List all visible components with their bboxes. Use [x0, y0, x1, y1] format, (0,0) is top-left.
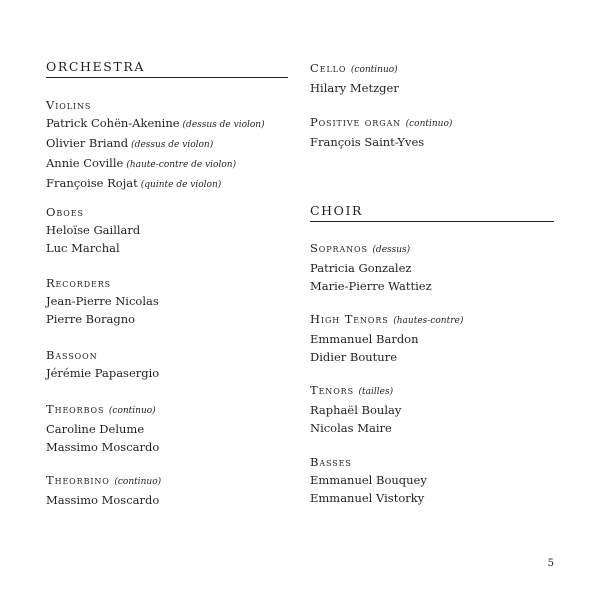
- violins-section: [46, 96, 265, 194]
- member-name: Pierre Boragno: [46, 312, 136, 326]
- section-label: High Tenors (hautes-contre): [310, 312, 464, 326]
- recorders-section: [46, 274, 159, 328]
- section-note: (dessus): [372, 245, 411, 255]
- member-name: Caroline Delume: [46, 422, 145, 436]
- member-name: Marie-Pierre Wattiez: [310, 279, 432, 293]
- basses-section: [310, 453, 427, 507]
- member-note: (haute-contre de violon): [126, 160, 237, 170]
- member-name: Raphaël Boulay: [310, 403, 402, 417]
- member-note: (dessus de violon): [131, 140, 214, 150]
- oboes-section: [46, 203, 140, 257]
- section-label: Sopranos (dessus): [310, 241, 411, 255]
- member-name: Olivier Briand (dessus de violon): [46, 136, 214, 150]
- member-name: Françoise Rojat (quinte de violon): [46, 176, 222, 190]
- member-note: (dessus de violon): [182, 120, 265, 130]
- choir-heading: CHOIR: [310, 203, 364, 218]
- choir-heading-rule: [310, 221, 554, 222]
- section-label: Tenors (tailles): [310, 383, 394, 397]
- section-label: Oboes: [46, 205, 84, 219]
- member-name: Jérémie Papasergio: [46, 366, 160, 380]
- member-name: Emmanuel Bouquey: [310, 473, 427, 487]
- sopranos-section: [310, 239, 432, 295]
- section-label: Violins: [46, 98, 92, 112]
- orchestra-heading-rule: [46, 77, 288, 78]
- member-name: Annie Coville (haute-contre de violon): [46, 156, 237, 170]
- cello-section: [310, 59, 399, 97]
- section-label: Basses: [310, 455, 352, 469]
- member-name: Jean-Pierre Nicolas: [46, 294, 159, 308]
- section-label: Cello (continuo): [310, 61, 398, 75]
- member-name: Patrick Cohën-Akenine (dessus de violon): [46, 116, 265, 130]
- member-name: François Saint-Yves: [310, 135, 425, 149]
- member-name: Heloïse Gaillard: [46, 223, 141, 237]
- tenors-section: [310, 381, 401, 437]
- member-note: (quinte de violon): [140, 180, 222, 190]
- orchestra-heading: ORCHESTRA: [46, 59, 145, 74]
- section-label: Theorbino (continuo): [46, 473, 162, 487]
- bassoon-section: [46, 346, 159, 382]
- section-label: Positive organ (continuo): [310, 115, 453, 129]
- section-label: Theorbos (continuo): [46, 402, 156, 416]
- theorbos-section: [46, 400, 159, 456]
- member-name: Didier Bouture: [310, 350, 398, 364]
- member-name: Hilary Metzger: [310, 81, 399, 95]
- positive-organ-section: [310, 113, 452, 151]
- theorbino-section: [46, 471, 161, 509]
- section-label: Bassoon: [46, 348, 98, 362]
- section-note: (hautes-contre): [393, 316, 464, 326]
- member-name: Massimo Moscardo: [46, 440, 160, 454]
- section-label: Recorders: [46, 276, 112, 290]
- section-note: (continuo): [114, 477, 162, 487]
- member-name: Luc Marchal: [46, 241, 120, 255]
- member-name: Nicolas Maire: [310, 421, 392, 435]
- section-note: (continuo): [350, 65, 398, 75]
- high-tenors-section: [310, 310, 463, 366]
- page-number: 5: [547, 558, 554, 569]
- member-name: Patricia Gonzalez: [310, 261, 412, 275]
- choir-heading-block: [310, 204, 554, 222]
- orchestra-heading-block: [46, 60, 288, 78]
- section-note: (continuo): [108, 406, 156, 416]
- section-note: (tailles): [358, 387, 394, 397]
- member-name: Emmanuel Vistorky: [310, 491, 425, 505]
- member-name: Emmanuel Bardon: [310, 332, 419, 346]
- section-note: (continuo): [405, 119, 453, 129]
- member-name: Massimo Moscardo: [46, 493, 160, 507]
